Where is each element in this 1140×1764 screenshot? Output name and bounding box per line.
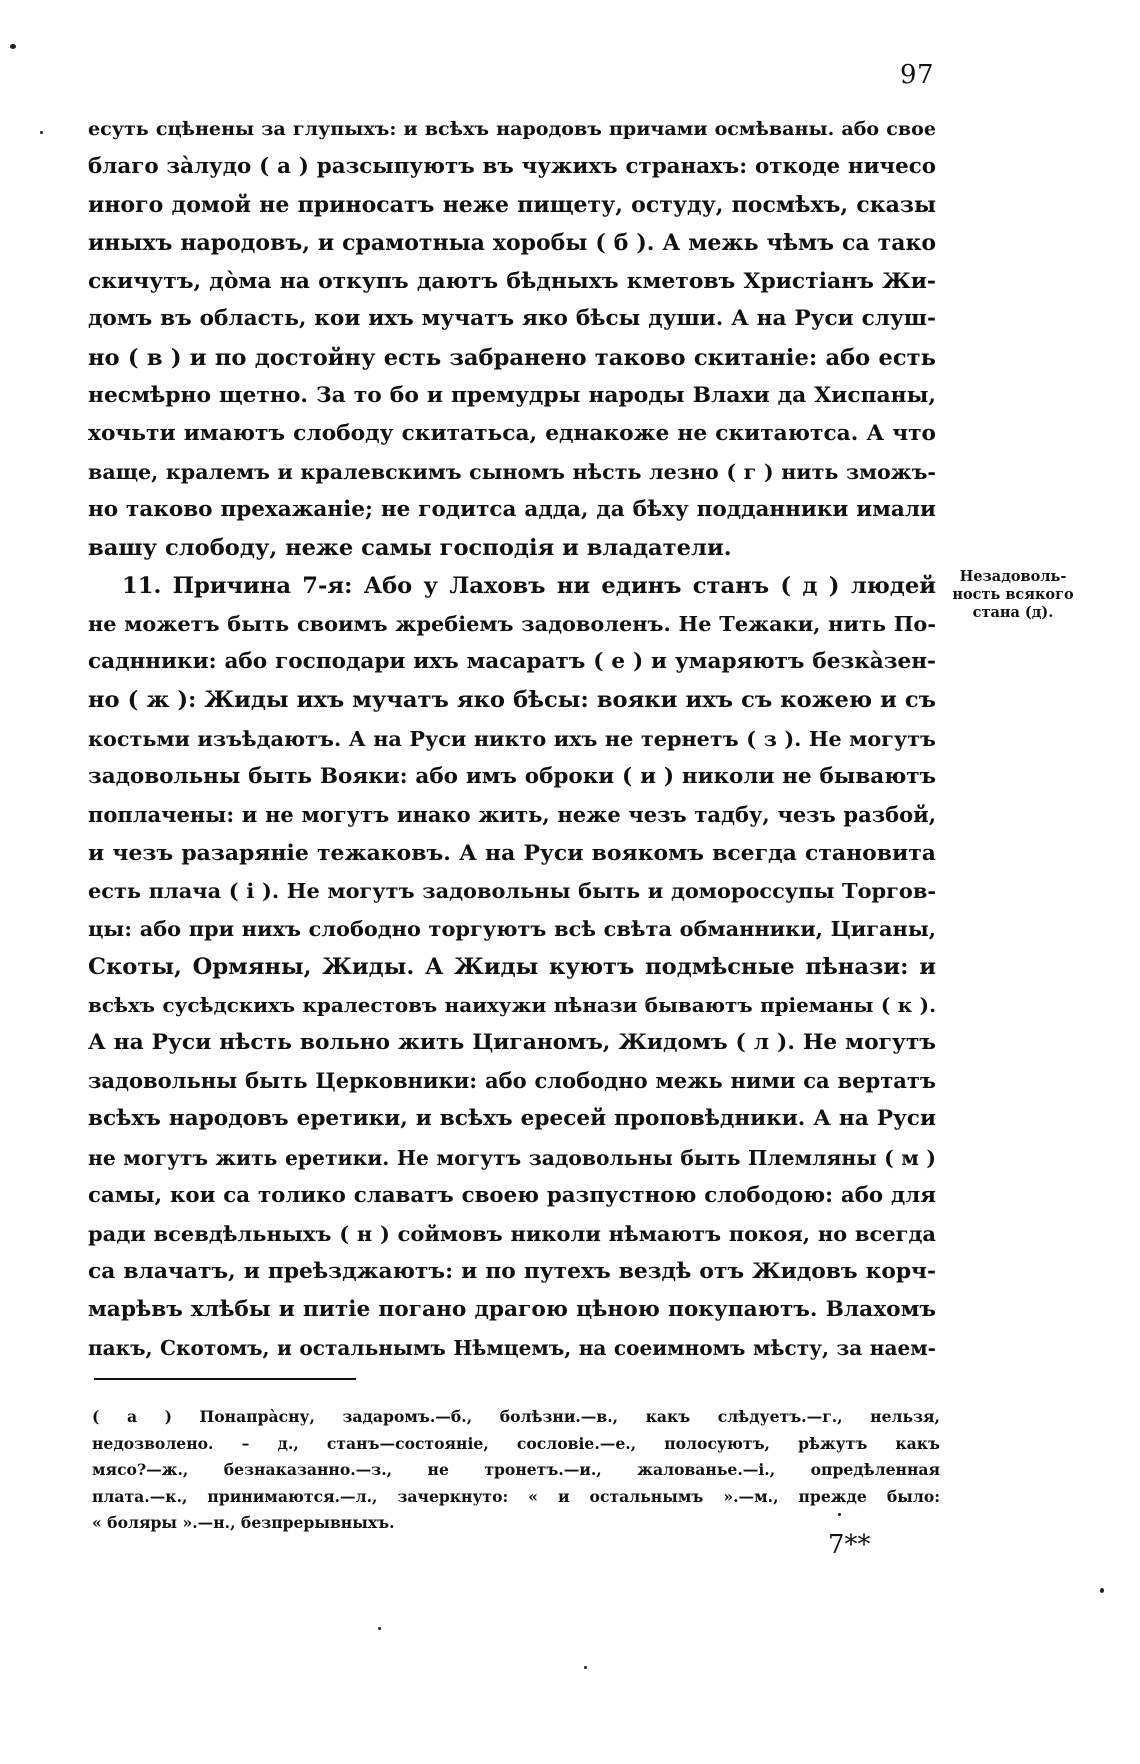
text-line: самы, кои са толико славатъ своею разпустною слободою: або для <box>88 1182 936 1208</box>
margin-note <box>948 568 1078 622</box>
footnote-line: недозволено. – д., станъ—состояніе, сословіе.—е., полосуютъ, рѣжутъ какъ <box>92 1433 940 1453</box>
text-line: есть плача ( і ). Не могутъ задовольны быть и доморoccупы Торгов- <box>88 877 936 903</box>
text-line: цы: або при нихъ слободно торгуютъ всѣ свѣта обманники, Циганы, <box>88 915 936 941</box>
printer-signature-mark: 7** <box>828 1530 871 1560</box>
text-line: иныхъ народовъ, и срамотныа хоробы ( б ). А межь чѣмъ са тако <box>88 230 936 257</box>
footnotes-block <box>92 1404 940 1537</box>
text-line: поплачены: и не могутъ инако жить, неже чезъ тадбу, чезъ разбой, <box>88 801 936 827</box>
text-line: Скоты, Ормяны, Жиды. А Жиды куютъ подмѣсные пѣнази: и <box>88 954 936 981</box>
text-line: марѣвъ хлѣбы и питіе погано драгою цѣною покупаютъ. Влахомъ <box>88 1296 936 1322</box>
scan-speck <box>378 1627 381 1630</box>
text-line: са влачатъ, и преѣзджаютъ: и по путехъ вездѣ отъ Жидовъ корч- <box>88 1258 936 1284</box>
text-line: задовольны быть Вояки: або имъ оброки ( и ) николи не бываютъ <box>88 763 936 789</box>
text-line: есуть сцѣнены за глупыхъ: и всѣхъ народовъ причами осмѣваны. або свое <box>88 118 936 140</box>
scan-speck <box>10 44 16 49</box>
text-line: ради всевдѣльныхъ ( н ) соймовъ николи нѣмаютъ покоя, но всегда <box>88 1220 936 1246</box>
scan-speck <box>584 1666 587 1669</box>
text-line: домъ въ область, кои ихъ мучатъ яко бѣсы души. А на Руси слуш- <box>88 306 936 332</box>
text-line: не могутъ жить еретики. Не могутъ задовольны быть Племляны ( м ) <box>88 1145 936 1170</box>
margin-note-line: ность всякого <box>952 586 1074 603</box>
text-line: скичутъ, до̀ма на откупъ даютъ бѣдныхъ кметовъ Христіанъ Жи- <box>88 268 936 295</box>
text-line: задовольны быть Церковники: або слободно межь ними са вертатъ <box>88 1068 936 1094</box>
text-line: но таково прехажаніе; не годитса адда, да бѣху подданники имали <box>88 496 936 522</box>
footnote-line: ( а ) Понапра̀сну, задаромъ.—б., болѣзни.—в., какъ слѣдуетъ.—г., нельзя, <box>92 1407 940 1426</box>
text-line: но ( в ) и по достойну есть забранено таково скитаніе: або есть <box>88 344 936 371</box>
text-line: но ( ж ): Жиды ихъ мучатъ яко бѣсы: вояки ихъ съ кожею и съ <box>88 687 936 714</box>
scan-speck <box>40 131 43 134</box>
text-line: саднники: або господари ихъ масаратъ ( е ) и умаряютъ безка̀зен- <box>88 649 936 675</box>
scan-speck <box>1100 1588 1104 1593</box>
text-line: не можетъ быть своимъ жребіемъ задоволенъ. Не Тежаки, нить По- <box>88 611 936 637</box>
margin-note-line: Незадоволь- <box>959 568 1067 585</box>
text-line: костьми изъѣдаютъ. А на Руси никто ихъ не тернетъ ( з ). Не могутъ <box>88 725 936 751</box>
text-line: иного домой не приносатъ неже пищету, остуду, посмѣхъ, сказы <box>88 192 936 219</box>
text-line: всѣхъ сусѣдскихъ кралестовъ наихужи пѣнази бываютъ пріеманы ( к ). <box>88 993 936 1018</box>
text-line: пакъ, Скотомъ, и остальнымъ Нѣмцемъ, на соеимномъ мѣсту, за наем- <box>88 1336 936 1360</box>
text-line-section-start: 11. Причина 7-я: Або у Лаховъ ни единъ станъ ( д ) людей <box>122 573 936 600</box>
footnote-line: плата.—к., принимаются.—л., зачеркнуто: « и остальнымъ ».—м., прежде было: <box>92 1486 940 1506</box>
text-line: хочьти имаютъ слободу скитатьса, еднакоже не скитаютса. А что <box>88 420 936 446</box>
text-line: А на Руси нѣсть вольно жить Циганомъ, Жидомъ ( л ). Не могутъ <box>88 1030 936 1056</box>
main-text-block <box>88 110 936 1367</box>
footnote-line: « боляры ».—н., безпрерывныхъ. <box>92 1513 395 1532</box>
page-number: 97 <box>900 60 935 90</box>
scan-speck <box>838 1513 841 1516</box>
footnote-line: мясо?—ж., безнаказанно.—з., не тронетъ.—и., жалованье.—і., опредѣленная <box>92 1460 940 1479</box>
footnote-divider <box>94 1378 356 1380</box>
text-line: ваще, кралемъ и кралевскимъ сыномъ нѣсть лезно ( г ) нить зможъ- <box>88 459 936 484</box>
text-line: всѣхъ народовъ еретики, и всѣхъ ересей проповѣдники. А на Руси <box>88 1106 936 1132</box>
text-line: благо за̀лудо ( а ) разсыпуютъ въ чужихъ странахъ: откоде ничесо <box>88 154 936 180</box>
margin-note-line: стана (д). <box>972 604 1054 621</box>
text-line: и чезъ разаряніе тежаковъ. А на Руси воякомъ всегда становита <box>88 839 936 866</box>
text-line: несмѣрно щетно. За то бо и премудры народы Влахи да Хиспаны, <box>88 382 936 408</box>
text-line: вашу слободу, неже самы господія и владатели. <box>88 535 732 562</box>
